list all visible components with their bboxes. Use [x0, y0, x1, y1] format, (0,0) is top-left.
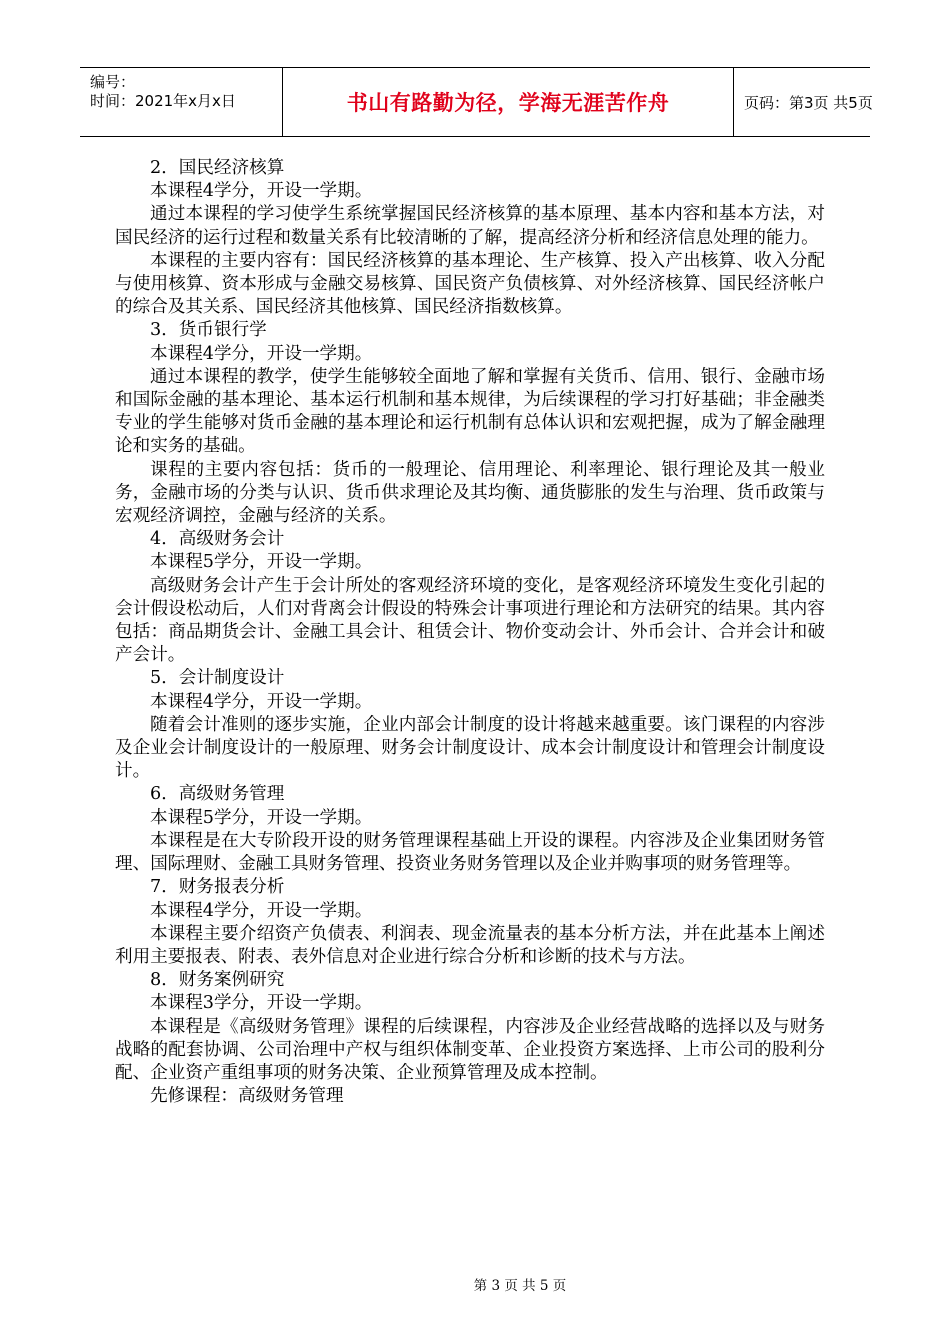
- body-paragraph: 本课程主要介绍资产负债表、利润表、现金流量表的基本分析方法，并在此基本上阐述利用主要报表、附表、表外信息对企业进行综合分析和诊断的技术与方法。: [115, 923, 825, 967]
- document-number-label: 编号：: [90, 73, 136, 91]
- section-heading: 8．财务案例研究: [150, 970, 285, 991]
- body-paragraph: 通过本课程的教学，使学生能够较全面地了解和掌握有关货币、信用、银行、金融市场和国际金融的基本理论、基本运行机制和基本规律，为后续课程的学习打好基础；非金融类专业的学生能够对货币金融的基本理论和运行机制有总体认识和宏观把握，成为了解金融理论和实务的基础。: [115, 366, 825, 457]
- body-paragraph: 高级财务会计产生于会计所处的客观经济环境的变化，是客观经济环境发生变化引起的会计假设松动后，人们对背离会计假设的特殊会计事项进行理论和方法研究的结果。其内容包括：商品期货会计、金融工具会计、租赁会计、物价变动会计、外币会计、合并会计和破产会计。: [115, 575, 825, 666]
- header-motto-cell: [283, 68, 734, 136]
- prerequisite-line: 先修课程：高级财务管理: [150, 1086, 344, 1107]
- credit-line: 本课程4学分，开设一学期。: [150, 900, 373, 921]
- header-page-cell: [734, 68, 880, 136]
- body-paragraph: 本课程的主要内容有：国民经济核算的基本理论、生产核算、投入产出核算、收入分配与使用核算、资本形成与金融交易核算、国民资产负债核算、对外经济核算、国民经济帐户的综合及其关系、国民经济其他核算、国民经济指数核算。: [115, 250, 825, 318]
- page-footer: [0, 1274, 950, 1294]
- credit-line: 本课程4学分，开设一学期。: [150, 343, 373, 364]
- document-body: [115, 157, 825, 1108]
- section-heading: 5．会计制度设计: [150, 668, 285, 689]
- credit-line: 本课程3学分，开设一学期。: [150, 993, 373, 1014]
- credit-line: 本课程4学分，开设一学期。: [150, 181, 373, 202]
- section-heading: 4．高级财务会计: [150, 529, 285, 550]
- body-paragraph: 课程的主要内容包括：货币的一般理论、信用理论、利率理论、银行理论及其一般业务，金融市场的分类与认识、货币供求理论及其均衡、通货膨胀的发生与治理、货币政策与宏观经济调控，金融与经济的关系。: [115, 459, 825, 527]
- body-paragraph: 本课程是《高级财务管理》课程的后续课程，内容涉及企业经营战略的选择以及与财务战略的配套协调、公司治理中产权与组织体制变革、企业投资方案选择、上市公司的股利分配、企业资产重组事项的财务决策、企业预算管理及成本控制。: [115, 1016, 825, 1083]
- section-heading: 6．高级财务管理: [150, 784, 285, 805]
- credit-line: 本课程5学分，开设一学期。: [150, 807, 373, 828]
- header-page-number: 页码：第3页 共5页: [744, 93, 873, 112]
- section-heading: 7．财务报表分析: [150, 877, 285, 898]
- credit-line: 本课程5学分，开设一学期。: [150, 552, 373, 573]
- header-motto: 书山有路勤为径，学海无涯苦作舟: [346, 91, 670, 115]
- document-header: [80, 67, 873, 137]
- section-heading: 2．国民经济核算: [150, 158, 285, 178]
- document-date-label: 时间：2021年x月x日: [90, 92, 236, 110]
- header-info-cell: [80, 68, 283, 136]
- footer-page-number: 第 3 页 共 5 页: [473, 1278, 567, 1294]
- body-paragraph: 通过本课程的学习使学生系统掌握国民经济核算的基本原理、基本内容和基本方法，对国民经济的运行过程和数量关系有比较清晰的了解，提高经济分析和经济信息处理的能力。: [115, 204, 825, 248]
- section-heading: 3．货币银行学: [150, 320, 267, 341]
- credit-line: 本课程4学分，开设一学期。: [150, 691, 373, 712]
- body-paragraph: 本课程是在大专阶段开设的财务管理课程基础上开设的课程。内容涉及企业集团财务管理、国际理财、金融工具财务管理、投资业务财务管理以及企业并购事项的财务管理等。: [115, 830, 825, 875]
- body-paragraph: 随着会计准则的逐步实施，企业内部会计制度的设计将越来越重要。该门课程的内容涉及企业会计制度设计的一般原理、财务会计制度设计、成本会计制度设计和管理会计制度设计。: [115, 714, 825, 782]
